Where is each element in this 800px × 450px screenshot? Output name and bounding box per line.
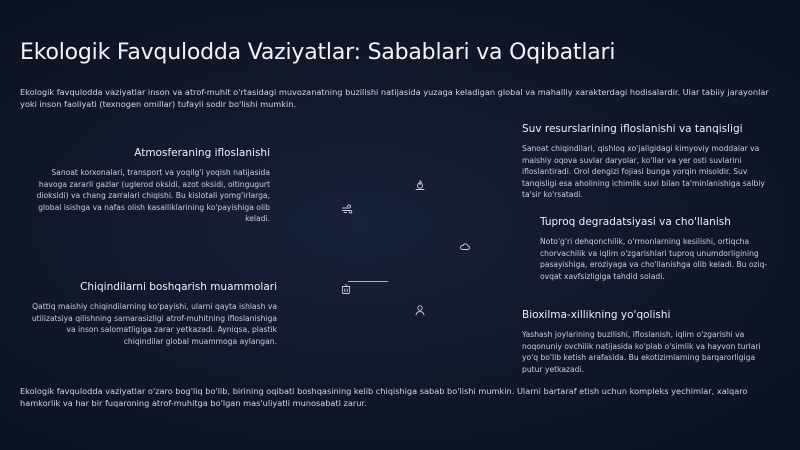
conclusion-paragraph: Ekologik favqulodda vaziyatlar o'zaro bog'liq bo'lib, birining oqibati boshqasining kelib chiqishiga sabab bo'lishi mumkin. Ularni bartaraf etish uchun kompleks yechimlar, xalqaro hamkorlik va har bir fuqaroning atrof-muhitga bo'lgan mas'uliyatli munosabati zarur.: [20, 386, 748, 408]
section-biodiversity-loss: [522, 309, 762, 375]
section-waste-management: [25, 281, 277, 347]
section-air-pollution-title: Atmosferaning ifloslanishi: [134, 147, 270, 159]
section-waste-management-title: Chiqindilarni boshqarish muammolari: [80, 281, 277, 293]
section-soil-degradation-text: Noto'g'ri dehqonchilik, o'rmonlarning kesilishi, ortiqcha chorvachilik va iqlim o'zgarishlari tuproq unumdorligining pasayishiga, eroziyaga va cho'llanishga olib keladi. Bu oziq-ovqat xavfsizligiga tahdid soladi.: [540, 237, 768, 281]
intro-paragraph: Ekologik favqulodda vaziyatlar inson va atrof-muhit o'rtasidagi muvozanatning buzilishi natijasida yuzaga keladigan global va mahalliy xarakterdagi hodisalardir. Ular tabiiy jarayonlar yoki inson faoliyati (texnogen omillar) tufayli sodir bo'lishi mumkin.: [20, 87, 769, 109]
section-water-resources-title: Suv resurslarining ifloslanishi va tanqisligi: [522, 123, 743, 135]
section-biodiversity-loss-title: Bioxilma-xillikning yo'qolishi: [522, 309, 671, 321]
cloud-icon: [459, 241, 471, 253]
section-air-pollution-text: Sanoat korxonalari, transport va yoqilg'i yoqish natijasida havoga zararli gazlar (uglerod oksidi, azot oksidi, oltingugurt dioksidi) va chang zarralari chiqishi. Bu kislotali yomg'irlarga, global isishga va nafas olish kasalliklarining ko'payishiga olib keladi.: [36, 168, 270, 223]
section-biodiversity-loss-text: Yashash joylarining buzilishi, ifloslanish, iqlim o'zgarishi va noqonuniy ovchilik natijasida ko'plab o'simlik va hayvon turlari yo'q bo'lib ketish arafasida. Bu ekotizimlarning barqarorligiga putur yetkazadi.: [522, 330, 761, 374]
user-icon: [414, 304, 426, 316]
trash-icon: [340, 283, 352, 295]
section-soil-degradation-title: Tuproq degradatsiyasi va cho'llanish: [540, 216, 731, 228]
section-waste-management-text: Qattiq maishiy chiqindilarning ko'payishi, ularni qayta ishlash va utilizatsiya qilishning samarasizligi atrof-muhitning ifloslanishiga va inson salomatligiga zarar yetkazadi. Ayniqsa, plastik chiqindilar global muammoga aylangan.: [31, 302, 277, 346]
section-soil-degradation: [540, 216, 775, 282]
section-water-resources-text: Sanoat chiqindilari, qishloq xo'jaligidagi kimyoviy moddalar va maishiy oqova suvlar daryolar, ko'llar va yer osti suvlarini ifloslantiradi. Orol dengizi fojiasi bunga yorqin misoldir. Suv tanqisligi esa aholining ichimlik suvi bilan ta'minlanishiga salbiy ta'sir ko'rsatadi.: [522, 144, 765, 199]
connector-line: [348, 281, 388, 282]
wind-icon: [341, 203, 353, 215]
page-title: Ekologik Favqulodda Vaziyatlar: Sabablari va Oqibatlari: [20, 40, 616, 65]
section-air-pollution: [30, 147, 270, 225]
flame-icon: [414, 179, 426, 191]
section-water-resources: [522, 123, 772, 201]
